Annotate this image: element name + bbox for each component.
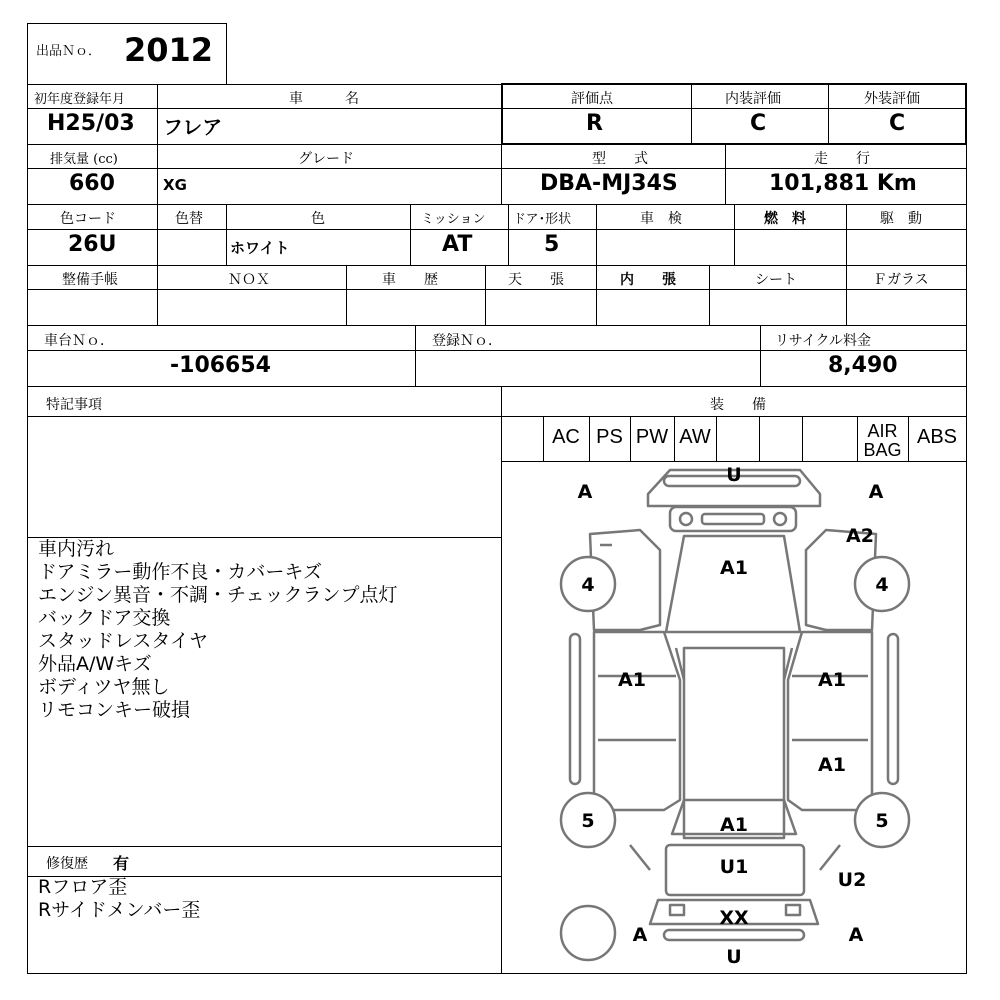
color-label: 色 [311,211,325,227]
grade-label: グレード [298,151,354,167]
tire-front-right: 4 [875,574,889,596]
equipment-item [759,422,802,460]
nox-label: ＮＯＸ [228,272,270,288]
chassis-number-label: 車台Ｎｏ． [44,333,114,349]
repair-history-label: 修復歴 [46,856,88,872]
equipment-ps: PS [596,426,623,448]
car-name-label: 車 名 [289,91,359,107]
equipment-label: 装 備 [710,397,766,413]
damage-mark-left-side: A1 [618,669,646,691]
damage-mark-hood: A1 [720,557,748,579]
history-label: 車 歴 [382,272,438,288]
transmission-value: AT [442,232,473,257]
car-damage-diagram [502,462,966,973]
damage-mark-right-front-fender: A2 [846,525,874,547]
car-name-value: フレア [163,115,223,139]
tire-rear-right: 5 [875,810,889,832]
equipment-ac: AC [552,426,580,448]
note-line: ドアミラー動作不良・カバーキズ [38,561,323,583]
model-value: DBA-MJ34S [540,171,678,196]
mileage-label: 走 行 [814,151,870,167]
tire-front-left: 4 [581,574,595,596]
color-change-label: 色替 [175,211,203,227]
model-label: 型 式 [592,151,648,167]
damage-mark-right-front-door: A1 [818,669,846,691]
damage-mark-rear-right-quarter: U2 [837,869,867,891]
note-line: ボディツヤ無し [38,676,170,698]
equipment-item [501,422,543,460]
transmission-label: ミッション [421,212,486,227]
equipment-pw: PW [635,426,669,448]
repair-history-value: 有 [113,854,130,873]
damage-mark-rear-glass: A1 [720,814,748,836]
equipment-item [802,422,829,460]
equipment-aw: AW [679,426,711,448]
seat-label: シート [755,272,797,288]
interior-trim-label: 内 張 [620,272,676,288]
registration-number-label: 登録Ｎｏ． [432,333,502,349]
maintenance-book-label: 整備手帳 [62,272,118,288]
inspection-label: 車 検 [640,211,682,227]
note-line: エンジン異音・不調・チェックランプ点灯 [38,584,398,606]
front-glass-label: Ｆガラス [873,272,929,288]
door-shape-label: ドア･形状 [513,212,572,227]
displacement-label: 排気量 (cc) [50,152,118,167]
tire-rear-left: 5 [581,810,595,832]
damage-mark-tailgate: U1 [719,856,749,878]
repair-line: Rサイドメンバー歪 [38,899,201,921]
equipment-airbag: AIR BAG [863,421,902,460]
score-value: R [586,111,603,136]
drive-label: 駆 動 [880,211,922,227]
exterior-score-label: 外装評価 [864,91,920,107]
note-line: 外品A/Wキズ [38,653,152,675]
color-code-value: 26U [68,232,117,257]
score-label: 評価点 [571,91,613,107]
lot-number-label: 出品Ｎｏ． [36,44,102,59]
recycle-fee-value: 8,490 [828,353,898,378]
equipment-item [716,422,759,460]
note-line: 車内汚れ [38,538,115,560]
note-line: スタッドレスタイヤ [38,630,209,652]
fuel-label: 燃 料 [764,211,806,227]
mileage-value: 101,881 Km [769,171,917,196]
notes-label: 特記事項 [46,397,102,413]
color-value: ホワイト [230,239,290,257]
note-line: バックドア交換 [38,607,171,629]
exterior-score-value: C [889,111,906,136]
damage-mark-rear-under: U [726,946,742,968]
damage-mark-rear-bumper: XX [719,907,749,929]
displacement-value: 660 [69,171,115,196]
damage-mark-right-rear-door: A1 [818,754,846,776]
damage-mark-front-bumper: U [726,464,742,486]
damage-mark-front-left-corner: A [577,481,593,503]
door-shape-value: 5 [544,232,560,257]
interior-score-label: 内装評価 [725,91,781,107]
interior-score-value: C [750,111,767,136]
first-registration-value: H25/03 [47,111,135,136]
chassis-number-value: -106654 [170,353,271,378]
color-code-label: 色コード [60,211,116,227]
lot-number-value: 2012 [124,31,214,69]
damage-mark-rear-right-corner: A [848,924,864,946]
equipment-item [829,422,857,460]
grade-value: XG [163,176,187,194]
first-registration-label: 初年度登録年月 [34,92,126,107]
note-line: リモコンキー破損 [38,699,191,721]
damage-mark-front-right-corner: A [868,481,884,503]
repair-line: Rフロア歪 [38,876,128,898]
equipment-abs: ABS [916,426,958,448]
headliner-label: 天 張 [508,272,564,288]
damage-mark-rear-left-corner: A [632,924,648,946]
recycle-fee-label: リサイクル料金 [775,333,872,349]
